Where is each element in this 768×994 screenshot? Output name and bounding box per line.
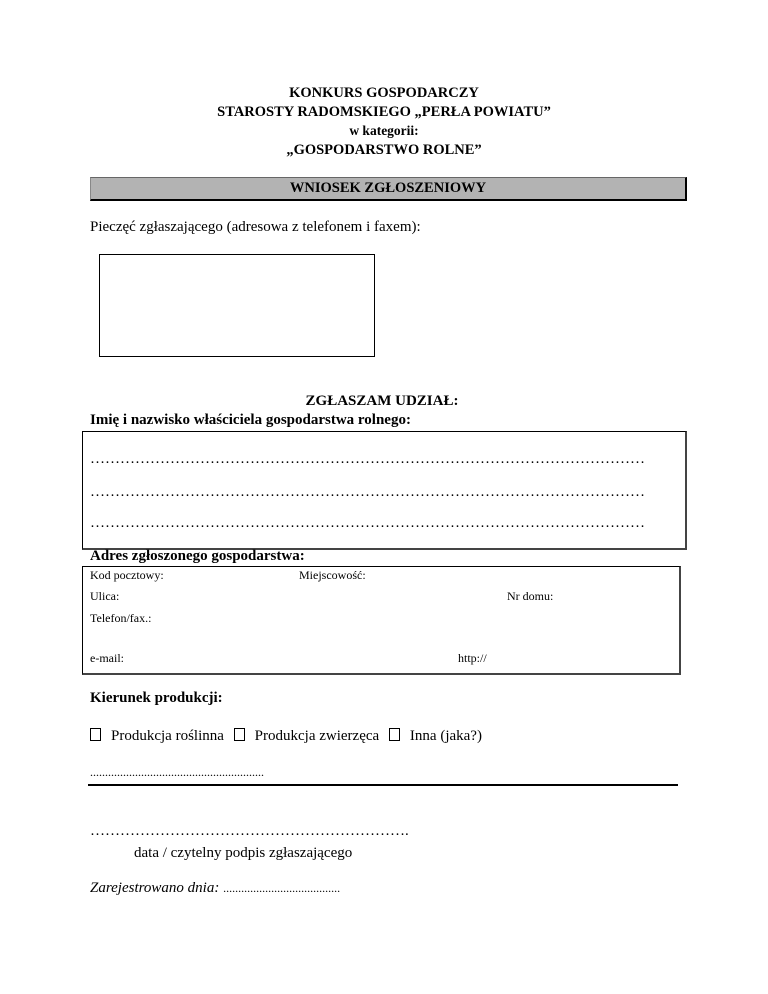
stamp-label: Pieczęć zgłaszającego (adresowa z telefonem i faxem):	[90, 219, 421, 235]
postal-code-field[interactable]: Kod pocztowy:	[90, 568, 164, 582]
category-name: „GOSPODARSTWO ROLNE”	[286, 142, 482, 158]
form-banner: WNIOSEK ZGŁOSZENIOWY	[90, 177, 687, 201]
plant-production-label: Produkcja roślinna	[111, 728, 224, 744]
animal-production-label: Produkcja zwierzęca	[254, 728, 380, 744]
production-heading: Kierunek produkcji:	[90, 690, 223, 706]
other-production-label: Inna (jaka?)	[409, 728, 482, 744]
email-field[interactable]: e-mail:	[90, 651, 124, 665]
category-label: w kategorii:	[349, 123, 419, 138]
other-production-input[interactable]: ..........................................................	[90, 765, 264, 779]
animal-production-checkbox[interactable]	[234, 728, 245, 741]
owner-name-line-3[interactable]: …………………………………………………………………………………………………	[90, 515, 645, 531]
owner-name-line-1[interactable]: …………………………………………………………………………………………………	[90, 451, 645, 467]
owner-name-line-2[interactable]: …………………………………………………………………………………………………	[90, 484, 645, 500]
address-heading: Adres zgłoszonego gospodarstwa:	[90, 548, 305, 564]
registration-date	[90, 880, 340, 897]
stamp-box[interactable]	[99, 254, 375, 357]
registration-date-input[interactable]: .......................................	[223, 881, 341, 895]
signature-line[interactable]: ……………………………………………………….	[90, 823, 409, 839]
signature-caption: data / czytelny podpis zgłaszającego	[134, 845, 353, 861]
participation-heading: ZGŁASZAM UDZIAŁ:	[305, 393, 459, 409]
contest-title: KONKURS GOSPODARCZY	[289, 85, 479, 101]
address-box	[82, 566, 681, 675]
registration-label: Zarejestrowano dnia:	[90, 880, 220, 896]
owner-name-label: Imię i nazwisko właściciela gospodarstwa rolnego:	[90, 412, 411, 428]
production-options	[90, 728, 482, 745]
phone-fax-field[interactable]: Telefon/fax.:	[90, 611, 152, 625]
website-field[interactable]: http://	[458, 651, 487, 665]
house-number-field[interactable]: Nr domu:	[507, 589, 554, 603]
contest-organizer: STAROSTY RADOMSKIEGO „PERŁA POWIATU”	[217, 104, 551, 120]
street-field[interactable]: Ulica:	[90, 589, 120, 603]
plant-production-checkbox[interactable]	[90, 728, 101, 741]
other-production-checkbox[interactable]	[389, 728, 400, 741]
city-field[interactable]: Miejscowość:	[299, 568, 366, 582]
section-divider	[88, 784, 678, 786]
